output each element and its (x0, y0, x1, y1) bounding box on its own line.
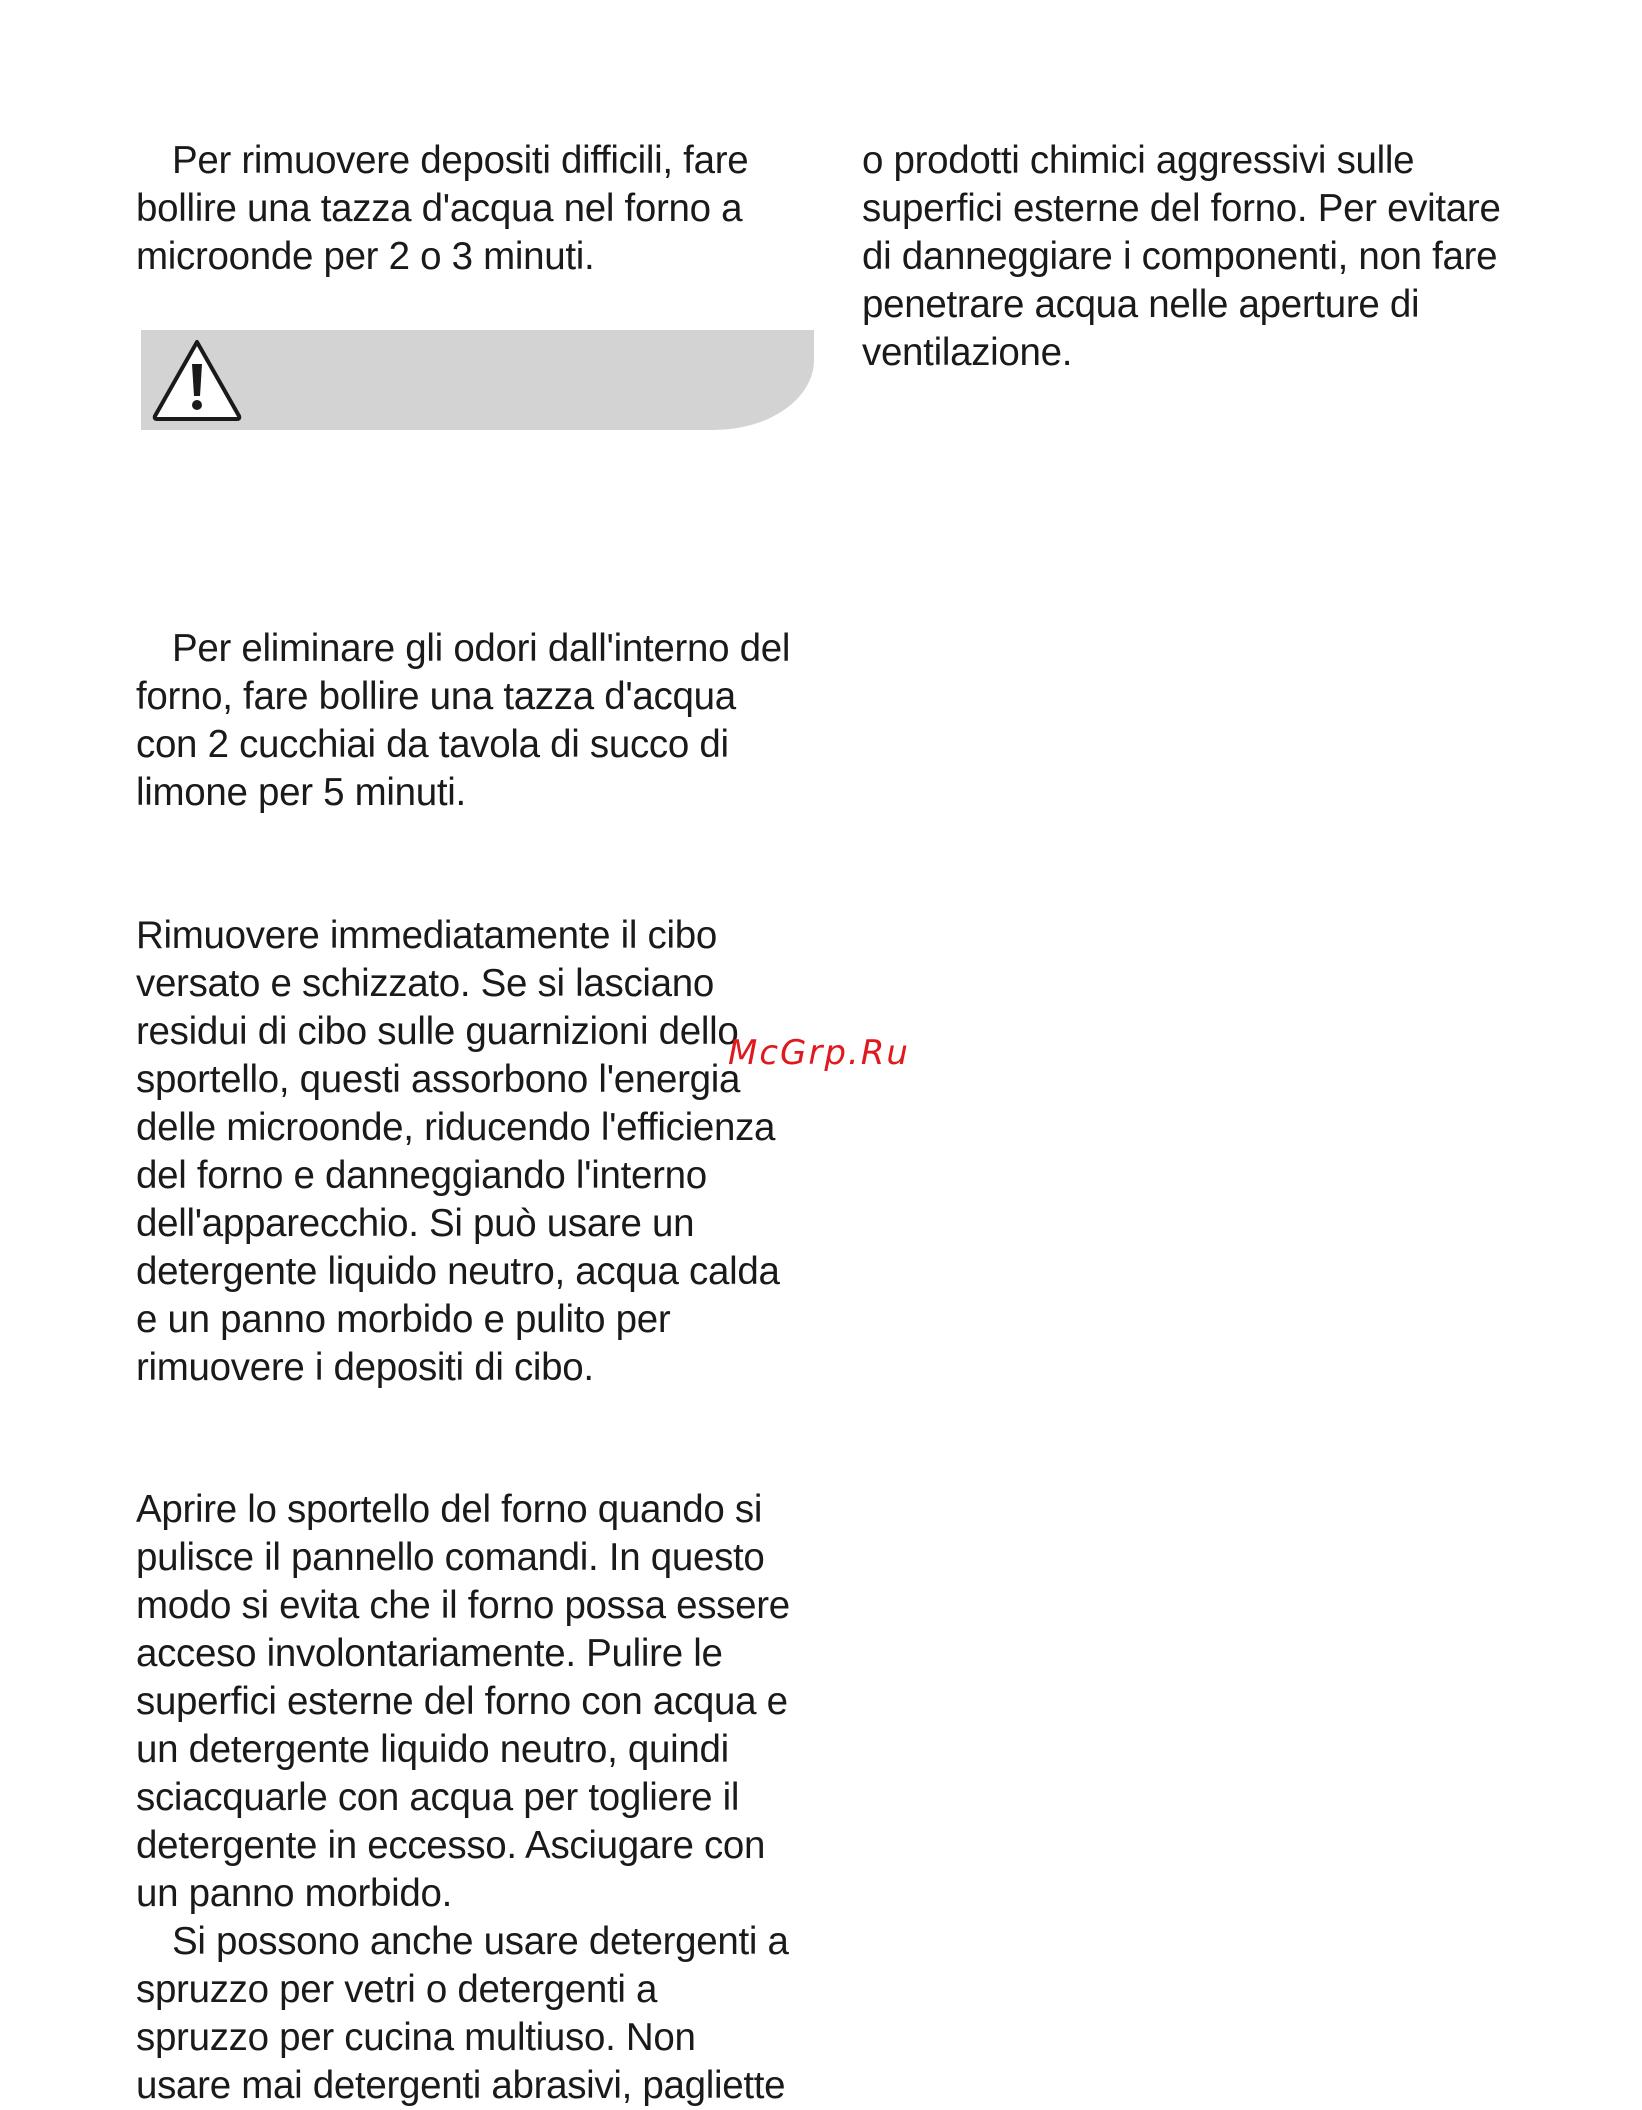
text-line: limone per 5 minuti. (136, 771, 466, 814)
text-line: o prodotti chimici aggressivi sulle (862, 139, 1415, 182)
text-line: con 2 cucchiai da tavola di succo di (136, 723, 729, 766)
text-line: Aprire lo sportello del forno quando si (136, 1488, 763, 1531)
paragraph-remove-spilled-food (136, 912, 780, 1392)
text-line: penetrare acqua nelle aperture di (862, 283, 1420, 326)
paragraph-remove-odors (136, 625, 790, 817)
text-line: Per eliminare gli odori dall'interno del (172, 627, 791, 670)
text-line: detergente in eccesso. Asciugare con (136, 1824, 766, 1867)
text-line: usare mai detergenti abrasivi, pagliette (136, 2064, 786, 2107)
text-line: modo si evita che il forno possa essere (136, 1584, 790, 1627)
paragraph-remove-stubborn-deposits (136, 137, 748, 281)
text-line: versato e schizzato. Se si lasciano (136, 962, 714, 1005)
text-line: sportello, questi assorbono l'energia (136, 1058, 741, 1101)
text-line: acceso involontariamente. Pulire le (136, 1632, 723, 1675)
warning-banner (141, 330, 814, 430)
text-line: superfici esterne del forno con acqua e (136, 1680, 788, 1723)
text-line: bollire una tazza d'acqua nel forno a (136, 187, 743, 230)
text-line: spruzzo per vetri o detergenti a (136, 1968, 658, 2011)
text-line: detergente liquido neutro, acqua calda (136, 1250, 780, 1293)
text-line: di danneggiare i componenti, non fare (862, 235, 1498, 278)
text-line: Rimuovere immediatamente il cibo (136, 914, 717, 957)
text-line: delle microonde, riducendo l'efficienza (136, 1106, 776, 1149)
paragraph-clean-control-panel (136, 1486, 790, 2110)
watermark: McGrp.Ru (728, 1033, 910, 1073)
text-line: Per rimuovere depositi difficili, fare (172, 139, 749, 182)
warning-triangle-icon (151, 338, 243, 422)
text-line: spruzzo per cucina multiuso. Non (136, 2016, 696, 2059)
text-line: microonde per 2 o 3 minuti. (136, 235, 595, 278)
text-line: dell'apparecchio. Si può usare un (136, 1202, 695, 1245)
text-line: sciacquarle con acqua per togliere il (136, 1776, 740, 1819)
text-line: rimuovere i depositi di cibo. (136, 1346, 594, 1389)
text-line: Si possono anche usare detergenti a (172, 1920, 789, 1963)
text-line: forno, fare bollire una tazza d'acqua (136, 675, 736, 718)
text-line: pulisce il pannello comandi. In questo (136, 1536, 765, 1579)
text-line: residui di cibo sulle guarnizioni dello (136, 1010, 739, 1053)
text-line: superfici esterne del forno. Per evitare (862, 187, 1501, 230)
paragraph-avoid-aggressive-products (862, 137, 1501, 377)
text-line: e un panno morbido e pulito per (136, 1298, 671, 1341)
text-line: un detergente liquido neutro, quindi (136, 1728, 729, 1771)
text-line: un panno morbido. (136, 1872, 452, 1915)
text-line: ventilazione. (862, 331, 1073, 374)
text-line: del forno e danneggiando l'interno (136, 1154, 707, 1197)
